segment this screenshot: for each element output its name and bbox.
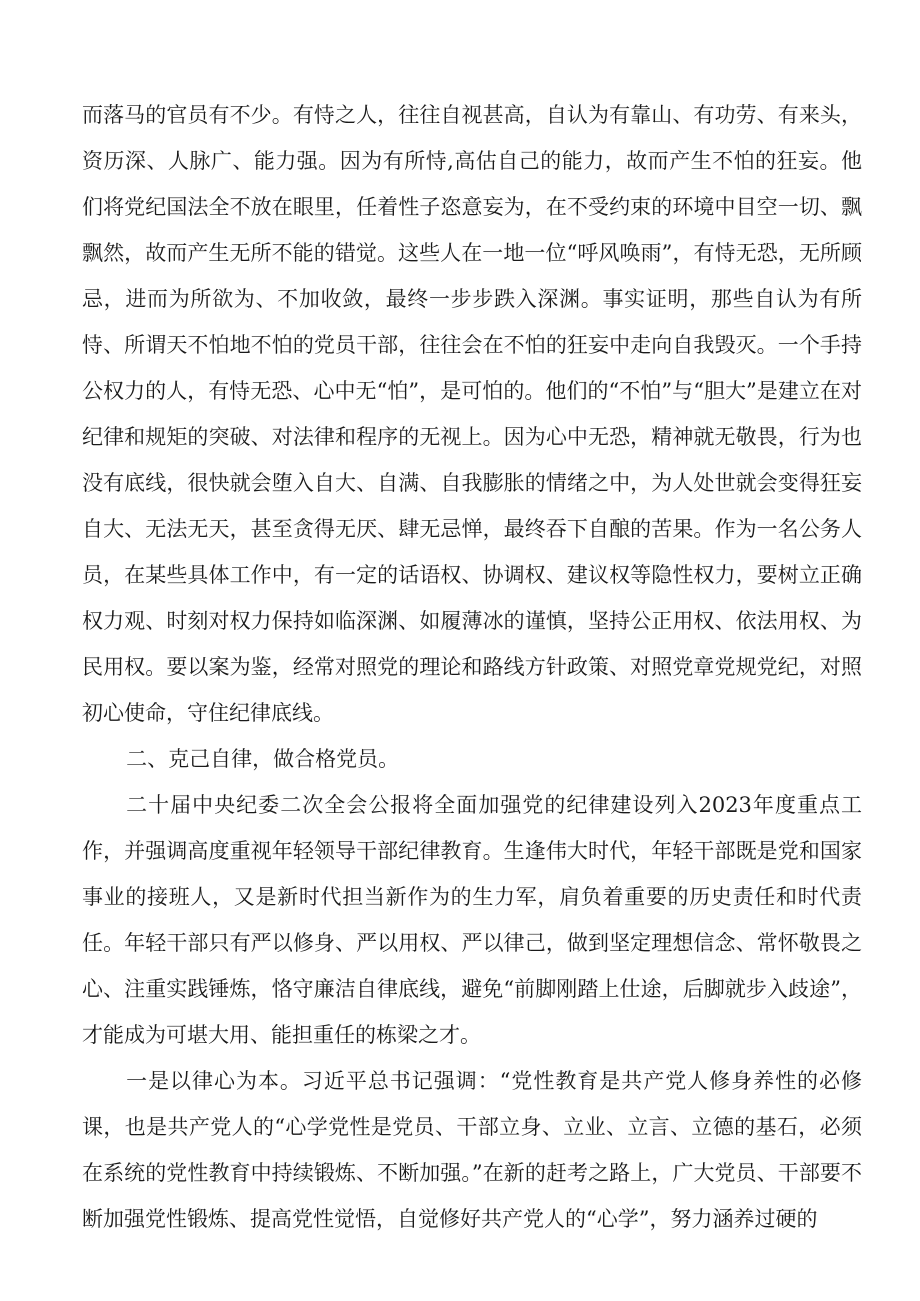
document-body [82,92,862,1242]
section-heading: 二、克己自律，做合格党员。 [126,747,400,771]
paragraph: 二十届中央纪委二次全会公报将全面加强党的纪律建设列入2023年度重点工作，并强调高度重视年轻领导干部纪律教育。生逢伟大时代，年轻干部既是党和国家事业的接班人，又是新时代担当新作为的生力军，肩负着重要的历史责任和时代责任。年轻干部只有严以修身、严以用权、严以律己，做到坚定理想信念、常怀敬畏之心、注重实践锤炼，恪守廉洁自律底线，避免“前脚刚踏上仕途，后脚就步入歧途”，才能成为可堪大用、能担重任的栋梁之才。 [82,793,862,1047]
paragraph-continuation: 而落马的官员有不少。有恃之人，往往自视甚高，自认为有靠山、有功劳、有来头，资历深、人脉广、能力强。因为有所恃,高估自己的能力，故而产生不怕的狂妄。他们将党纪国法全不放在眼里，任着性子恣意妄为，在不受约束的环境中目空一切、飘飘然，故而产生无所不能的错觉。这些人在一地一位“呼风唤雨”，有恃无恐，无所顾忌，进而为所欲为、不加收敛，最终一步步跌入深渊。事实证明，那些自认为有所恃、所谓天不怕地不怕的党员干部，往往会在不怕的狂妄中走向自我毁灭。一个手持公权力的人，有恃无恐、心中无“怕”，是可怕的。他们的“不怕”与“胆大”是建立在对纪律和规矩的突破、对法律和程序的无视上。因为心中无恐，精神就无敬畏，行为也没有底线，很快就会堕入自大、自满、自我膨胀的情绪之中，为人处世就会变得狂妄自大、无法无天，甚至贪得无厌、肆无忌惮，最终吞下自酿的苦果。作为一名公务人员，在某些具体工作中，有一定的话语权、协调权、建议权等隐性权力，要树立正确权力观、时刻对权力保持如临深渊、如履薄冰的谨慎，坚持公正用权、依法用权、为民用权。要以案为鉴，经常对照党的理论和路线方针政策、对照党章党规党纪，对照初心使命，守住纪律底线。 [82,103,862,725]
paragraph: 一是以律心为本。习近平总书记强调：“党性教育是共产党人修身养性的必修课，也是共产党人的“心学党性是党员、干部立身、立业、立言、立德的基石，必须在系统的党性教育中持续锻炼、不断加强。”在新的赶考之路上，广大党员、干部要不断加强党性锻炼、提高党性觉悟，自觉修好共产党人的“心学”，努力涵养过硬的 [82,1069,862,1231]
